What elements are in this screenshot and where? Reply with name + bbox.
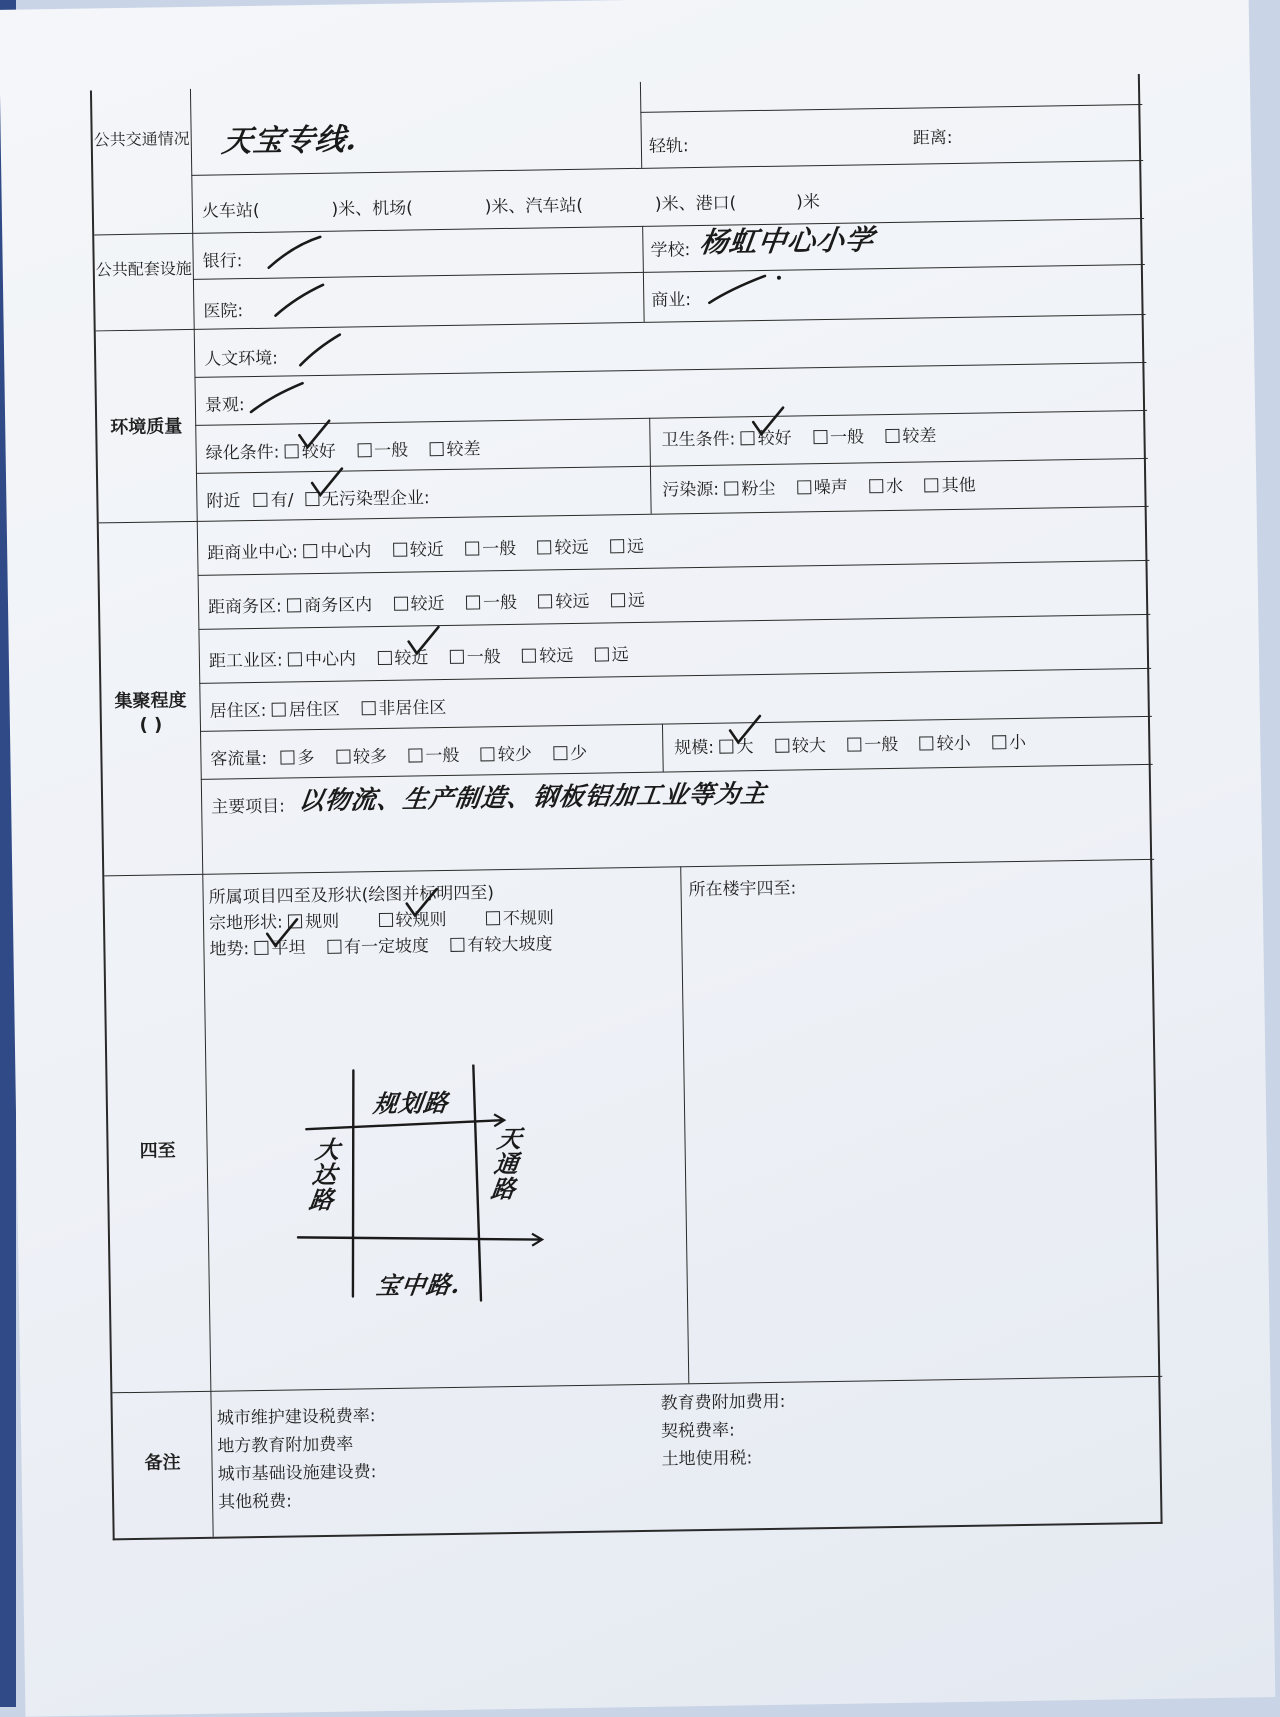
- sketch-north-road: [306, 1120, 502, 1129]
- humanities-label: 人文环境:: [204, 348, 279, 370]
- checkbox-icon[interactable]: [466, 595, 480, 609]
- note-local-education-surcharge: 地方教育附加费率: [217, 1434, 354, 1457]
- section-facilities: 公共配套设施: [95, 258, 192, 280]
- traffic-option-many[interactable]: 多: [280, 748, 314, 769]
- nearby-none-option[interactable]: 无污染型企业:: [305, 488, 430, 510]
- notes-right: [660, 1388, 786, 1474]
- greening-row: [205, 434, 496, 464]
- sanitation-option-good[interactable]: 较好: [740, 429, 791, 450]
- checkbox-icon[interactable]: [885, 429, 899, 443]
- boundaries-heading: 所属项目四至及形状(绘图并标明四至): [208, 883, 495, 908]
- checkbox-icon[interactable]: [254, 493, 268, 507]
- residential-option-no[interactable]: 非居住区: [361, 698, 446, 719]
- checkbox-icon[interactable]: [538, 594, 552, 608]
- checkbox-icon[interactable]: [272, 702, 286, 716]
- scale-option-average[interactable]: 一般: [847, 735, 898, 756]
- checkbox-icon[interactable]: [920, 736, 934, 750]
- landscape-label: 景观:: [204, 395, 245, 416]
- checkbox-icon[interactable]: [327, 940, 341, 954]
- checkbox-icon[interactable]: [595, 647, 609, 661]
- checkbox-icon[interactable]: [813, 430, 827, 444]
- checkbox-icon[interactable]: [465, 541, 479, 555]
- agg-divider: [662, 724, 664, 772]
- commercial-option-inside[interactable]: 中心内: [303, 541, 371, 562]
- checkbox-icon[interactable]: [537, 540, 551, 554]
- checkbox-icon[interactable]: [357, 443, 371, 457]
- checkbox-icon[interactable]: [377, 651, 391, 665]
- checkbox-icon[interactable]: [522, 649, 536, 663]
- greening-label: 绿化条件:: [205, 442, 280, 464]
- parcel-option-fairly-regular[interactable]: 较规则: [378, 910, 446, 931]
- checkbox-icon[interactable]: [486, 911, 500, 925]
- business-option-far[interactable]: 较远: [538, 592, 589, 613]
- school-label: 学校:: [650, 240, 691, 261]
- note-other-taxes: 其他税费:: [217, 1491, 293, 1513]
- pollution-option-water[interactable]: 水: [869, 477, 903, 498]
- agg-line-1: [198, 560, 1150, 576]
- building-boundaries-label: 所在楼宇四至:: [688, 878, 797, 901]
- transport-mid-line: [191, 160, 1143, 176]
- bus-station-label: )米、汽车站(: [484, 195, 584, 218]
- hospital-slash-mark: [271, 281, 328, 322]
- business-option-near[interactable]: 较近: [393, 594, 444, 615]
- sanitation-option-poor[interactable]: 较差: [885, 426, 936, 447]
- section-environment: 环境质量: [110, 416, 183, 439]
- commercial-center-label: 距商业中心:: [207, 542, 299, 564]
- checkbox-icon[interactable]: [393, 543, 407, 557]
- section-boundaries: 四至: [139, 1140, 176, 1162]
- checkbox-icon[interactable]: [450, 650, 464, 664]
- airport-label: )米、机场(: [331, 198, 413, 220]
- hospital-label: 医院:: [203, 301, 244, 322]
- port-unit-label: )米: [796, 192, 821, 213]
- industrial-zone-label: 距工业区:: [208, 650, 283, 672]
- facilities-mid-line: [193, 264, 1145, 280]
- sketch-west-road: [349, 1070, 357, 1296]
- stations-row: [202, 187, 820, 222]
- pollution-option-dust[interactable]: 粉尘: [724, 479, 775, 500]
- checkbox-icon[interactable]: [361, 701, 375, 715]
- bank-label: 银行:: [202, 251, 243, 272]
- business-district-label: 距商务区:: [207, 596, 282, 618]
- checkbox-icon[interactable]: [611, 593, 625, 607]
- residential-option-yes[interactable]: 居住区: [272, 700, 340, 721]
- commercial-option-near[interactable]: 较近: [393, 540, 444, 561]
- sketch-east-label: 天通路: [485, 1125, 524, 1202]
- checkbox-icon[interactable]: [303, 544, 317, 558]
- note-urban-infrastructure-fee: 城市基础设施建设费:: [217, 1462, 377, 1485]
- school-value: 杨虹中心小学: [698, 223, 877, 259]
- port-label: )米、港口(: [654, 193, 737, 215]
- checkbox-icon[interactable]: [336, 749, 350, 763]
- transport-divider: [640, 82, 642, 168]
- traffic-label: 客流量:: [210, 748, 268, 770]
- checkbox-icon[interactable]: [724, 481, 738, 495]
- checkbox-icon[interactable]: [393, 597, 407, 611]
- pollution-option-other[interactable]: 其他: [924, 476, 975, 497]
- industrial-option-far[interactable]: 较远: [522, 646, 573, 667]
- traffic-option-less[interactable]: 较少: [481, 745, 532, 766]
- checkbox-icon[interactable]: [287, 598, 301, 612]
- scale-label: 规模:: [674, 737, 715, 759]
- greening-option-good[interactable]: 较好: [285, 442, 336, 463]
- nearby-has-option[interactable]: 有/: [254, 490, 294, 511]
- commercial-center-row: [207, 532, 660, 564]
- survey-form: [90, 74, 1163, 1540]
- notes-left: [217, 1402, 377, 1516]
- nearby-none-check-mark: [306, 465, 347, 502]
- greening-option-poor[interactable]: 较差: [429, 439, 480, 460]
- terrain-label: 地势:: [209, 939, 250, 960]
- scale-option-smaller[interactable]: 较小: [920, 734, 971, 755]
- industrial-option-very-far[interactable]: 远: [594, 645, 628, 666]
- row-divider-boundaries: [112, 1376, 1162, 1393]
- commercial-option-far[interactable]: 较远: [537, 538, 588, 559]
- humanities-slash-mark: [296, 331, 347, 372]
- checkbox-icon[interactable]: [280, 750, 294, 764]
- landscape-slash-mark: [247, 379, 308, 416]
- bank-slash-mark: [264, 233, 325, 274]
- checkbox-icon[interactable]: [610, 539, 624, 553]
- sketch-west-label: 大达路: [303, 1136, 342, 1213]
- sanitation-row: [661, 421, 952, 451]
- checkbox-icon[interactable]: [378, 913, 392, 927]
- industrial-option-inside[interactable]: 中心内: [288, 649, 356, 670]
- nearby-label: 附近: [206, 491, 241, 512]
- light-rail-label: 轻轨:: [648, 136, 689, 157]
- section-transport: 公共交通情况: [93, 128, 190, 150]
- scale-option-small[interactable]: 小: [992, 733, 1026, 754]
- commercial-option-very-far[interactable]: 远: [610, 537, 644, 558]
- terrain-flat-check-mark: [261, 915, 302, 952]
- checkbox-icon[interactable]: [869, 479, 883, 493]
- section-notes: 备注: [144, 1452, 181, 1474]
- pollution-label: 污染源:: [662, 479, 720, 501]
- sanitation-good-check-mark: [747, 404, 788, 441]
- agg-line-2: [198, 614, 1150, 630]
- transport-top-line: [640, 104, 1142, 113]
- parcel-option-irregular[interactable]: 不规则: [486, 908, 554, 929]
- label-column-divider: [190, 89, 211, 1391]
- scale-option-larger[interactable]: 较大: [775, 736, 826, 757]
- train-station-label: 火车站(: [201, 200, 260, 222]
- main-projects-value: 以物流、生产制造、钢板铝加工业等为主: [297, 778, 769, 816]
- traffic-option-average[interactable]: 一般: [408, 746, 459, 767]
- facilities-divider: [642, 226, 645, 322]
- env-line-2: [195, 410, 1147, 426]
- scale-option-large[interactable]: 大: [719, 737, 753, 758]
- checkbox-icon[interactable]: [553, 746, 567, 760]
- commerce-slash-mark: [705, 270, 786, 311]
- row-divider-agglomeration: [104, 859, 1154, 876]
- traffic-option-more[interactable]: 较多: [336, 747, 387, 768]
- business-option-inside[interactable]: 商务区内: [287, 595, 372, 616]
- scale-large-check-mark: [724, 712, 765, 749]
- boundaries-divider: [680, 866, 689, 1383]
- parcel-fairly-regular-check-mark: [400, 885, 441, 922]
- sketch-east-road: [473, 1065, 481, 1301]
- parcel-option-regular[interactable]: 规则: [288, 912, 339, 933]
- checkbox-icon[interactable]: [775, 739, 789, 753]
- commercial-option-average[interactable]: 一般: [465, 539, 516, 560]
- industrial-option-average[interactable]: 一般: [450, 647, 501, 668]
- checkbox-icon[interactable]: [408, 748, 422, 762]
- business-option-very-far[interactable]: 远: [611, 591, 645, 612]
- sketch-south-label: 宝中路.: [374, 1269, 463, 1301]
- terrain-option-some-slope[interactable]: 有一定坡度: [327, 936, 429, 958]
- greening-good-check-mark: [293, 417, 334, 454]
- agg-line-3: [199, 668, 1151, 684]
- note-education-surcharge: 教育费附加费用:: [660, 1391, 786, 1414]
- handwritten-transport: 天宝专线.: [220, 122, 360, 160]
- checkbox-icon[interactable]: [450, 938, 464, 952]
- pollution-option-noise[interactable]: 噪声: [797, 478, 848, 499]
- pollution-row: [662, 470, 992, 500]
- note-urban-maintenance-tax: 城市维护建设税费率:: [216, 1406, 376, 1429]
- sanitation-label: 卫生条件:: [661, 429, 736, 451]
- residential-row: [209, 693, 462, 722]
- checkbox-icon[interactable]: [925, 478, 939, 492]
- business-option-average[interactable]: 一般: [466, 593, 517, 614]
- residential-label: 居住区:: [209, 700, 267, 722]
- checkbox-icon[interactable]: [288, 652, 302, 666]
- parcel-shape-label: 宗地形状:: [208, 912, 283, 934]
- industrial-option-near[interactable]: 较近: [377, 648, 428, 669]
- checkbox-icon[interactable]: [797, 480, 811, 494]
- sanitation-option-average[interactable]: 一般: [813, 427, 864, 448]
- greening-option-average[interactable]: 一般: [357, 441, 408, 462]
- checkbox-icon[interactable]: [429, 442, 443, 456]
- checkbox-icon[interactable]: [847, 737, 861, 751]
- main-projects-label: 主要项目:: [211, 796, 286, 818]
- note-deed-tax-rate: 契税费率:: [660, 1420, 735, 1442]
- row-divider-facilities: [96, 314, 1146, 331]
- sketch-south-road: [298, 1234, 540, 1244]
- note-land-use-tax: 土地使用税:: [661, 1448, 753, 1470]
- section-agglomeration: 集聚程度 ( ): [114, 690, 187, 736]
- traffic-option-few[interactable]: 少: [553, 744, 587, 765]
- checkbox-icon[interactable]: [481, 747, 495, 761]
- commerce-label: 商业:: [651, 290, 692, 311]
- distance-label: 距离:: [912, 127, 953, 149]
- terrain-option-flat[interactable]: 平坦: [254, 938, 305, 959]
- industrial-near-check-mark: [402, 623, 443, 660]
- traffic-row: [210, 739, 603, 770]
- checkbox-icon[interactable]: [992, 735, 1006, 749]
- terrain-option-steep-slope[interactable]: 有较大坡度: [450, 934, 552, 956]
- business-district-row: [208, 586, 661, 618]
- sketch-north-label: 规划路: [371, 1087, 451, 1119]
